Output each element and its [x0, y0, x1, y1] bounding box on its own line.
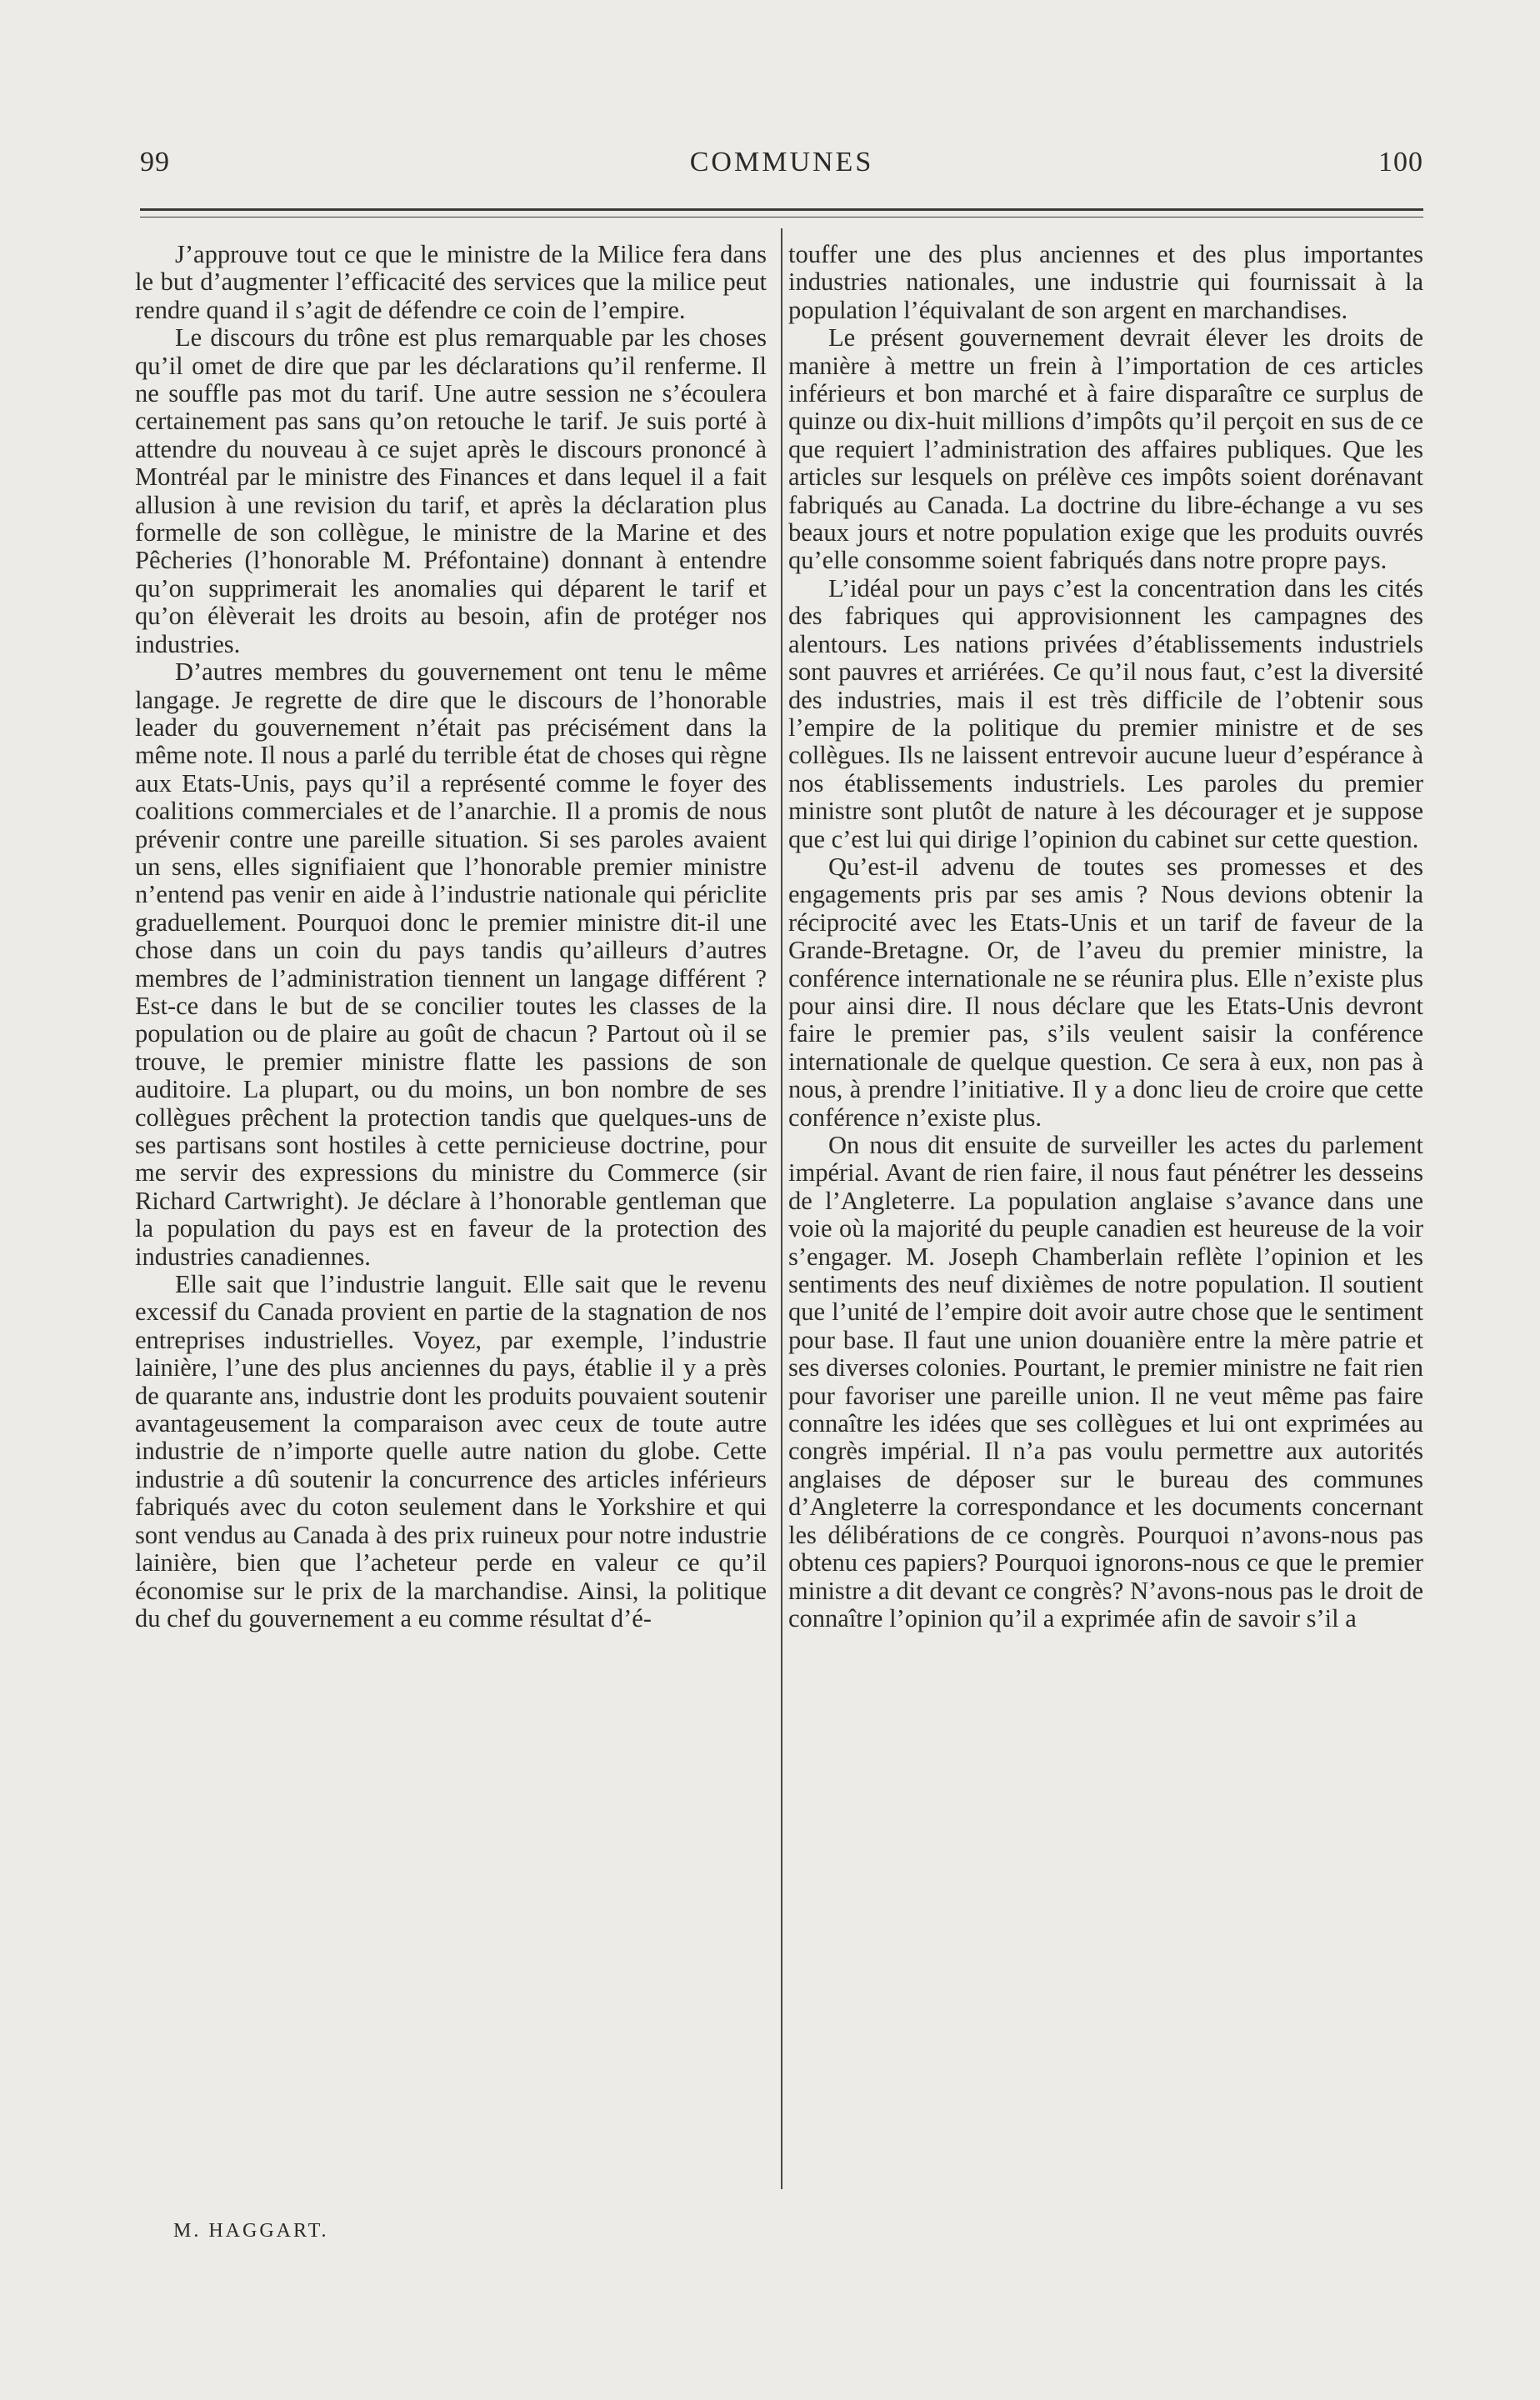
- running-header: [140, 147, 1423, 187]
- header-rule-thick: [140, 208, 1423, 211]
- paragraph: On nous dit ensuite de surveiller les actes du parlement impérial. Avant de rien faire, il nous faut pénétrer les desseins de l’Angleterre. La population anglaise s’avance dans une voie où la majorité du peuple canadien est heureuse de la voir s’engager. M. Joseph Chamberlain reflète l’opinion et les sentiments des neuf dixièmes de notre population. Il soutient que l’unité de l’empire doit avoir autre chose que le sentiment pour base. Il faut une union douanière entre la mère patrie et ses diverses colonies. Pourtant, le premier ministre ne fait rien pour favoriser une pareille union. Il ne veut même pas faire connaître les idées que ses collègues et lui ont exprimées au congrès impérial. Il n’a pas voulu permettre aux autorités anglaises de déposer sur le bureau des communes d’Angleterre la correspondance et les documents concernant les délibérations de ce congrès. Pourquoi n’avons-nous pas obtenu ces papiers? Pourquoi ignorons-nous ce que le premier ministre a dit devant ce congrès? N’avons-nous pas le droit de connaître l’opinion qu’il a exprimée afin de savoir s’il a: [788, 1131, 1423, 1632]
- paragraph: L’idéal pour un pays c’est la concentration dans les cités des fabriques qui approvisionnent les campagnes des alentours. Les nations privées d’établissements industriels sont pauvres et arriérées. Ce qu’il nous faut, c’est la diversité des industries, mais il est très difficile de l’obtenir sous l’empire de la politique du premier ministre et de ses collègues. Ils ne laissent entrevoir aucune lueur d’espérance à nos établissements industriels. Les paroles du premier ministre sont plutôt de nature à les décourager et je suppose que c’est lui qui dirige l’opinion du cabinet sur cette question.: [788, 573, 1423, 853]
- paragraph: Elle sait que l’industrie languit. Elle sait que le revenu excessif du Canada provient en partie de la stagnation de nos entreprises industrielles. Voyez, par exemple, l’industrie lainière, l’une des plus anciennes du pays, établie il y a près de quarante ans, industrie dont les produits pouvaient soutenir avantageusement la comparaison avec ceux de toute autre industrie de n’importe quelle autre nation du globe. Cette industrie a dû soutenir la concurrence des articles inférieurs fabriqués avec du coton seulement dans le Yorkshire et qui sont vendus au Canada à des prix ruineux pour notre industrie lainière, bien que l’acheteur perde en valeur ce qu’il économise sur le prix de la marchandise. Ainsi, la politique du chef du gouvernement a eu comme résultat d’é-: [135, 1270, 767, 1632]
- right-page-number: 100: [1378, 147, 1423, 178]
- right-column: [788, 241, 1423, 1632]
- paragraph: Qu’est-il advenu de toutes ses promesses et des engagements pris par ses amis ? Nous devions obtenir la réciprocité avec les Etats-Unis et un tarif de faveur de la Grande-Bretagne. Or, de l’aveu du premier ministre, la conférence internationale ne se réunira plus. Elle n’existe plus pour ainsi dire. Il nous déclare que les Etats-Unis devront faire le premier pas, s’ils veulent saisir la conférence internationale de quelque question. Ce sera à eux, non pas à nous, à prendre l’initiative. Il y a donc lieu de croire que cette conférence n’existe plus.: [788, 852, 1423, 1132]
- paragraph: Le présent gouvernement devrait élever les droits de manière à mettre un frein à l’importation de ces articles inférieurs et bon marché et à faire disparaître ce surplus de quinze ou dix-huit millions d’impôts qu’il perçoit en sus de ce que requiert l’administration des affaires publiques. Que les articles sur lesquels on prélève ces impôts soient dorénavant fabriqués au Canada. La doctrine du libre-échange a vu ses beaux jours et notre population exige que les produits ouvrés qu’elle consomme soient fabriqués dans notre propre pays.: [788, 323, 1423, 575]
- paragraph: D’autres membres du gouvernement ont tenu le même langage. Je regrette de dire que le discours de l’honorable leader du gouvernement n’était pas précisément dans la même note. Il nous a parlé du terrible état de choses qui règne aux Etats-Unis, pays qu’il a représenté comme le foyer des coalitions commerciales et de l’anarchie. Il a promis de nous prévenir contre une pareille situation. Si ses paroles avaient un sens, elles signifiaient que l’honorable premier ministre n’entend pas venir en aide à l’industrie nationale qui périclite graduellement. Pourquoi donc le premier ministre dit-il une chose dans un coin du pays tandis qu’ailleurs d’autres membres de l’administration tiennent un langage différent ? Est-ce dans le but de se concilier toutes les classes de la population ou de plaire au goût de chacun ? Partout où il se trouve, le premier ministre flatte les passions de son auditoire. La plupart, ou du moins, un bon nombre de ses collègues prêchent la protection tandis que quelques-uns de ses partisans sont hostiles à cette pernicieuse doctrine, pour me servir des expressions du ministre du Commerce (sir Richard Cartwright). Je déclare à l’honorable gentleman que la population du pays est en faveur de la protection des industries canadiennes.: [135, 658, 767, 1271]
- left-column: [135, 241, 767, 1632]
- paragraph-continued: touffer une des plus anciennes et des plus importantes industries nationales, une industrie qui fournissait à la population l’équivalant de son argent en marchandises.: [788, 240, 1423, 324]
- column-divider: [781, 228, 782, 2189]
- header-rule-thin: [140, 217, 1423, 218]
- paragraph: J’approuve tout ce que le ministre de la Milice fera dans le but d’augmenter l’efficacité des services que la milice peut rendre quand il s’agit de défendre ce coin de l’empire.: [135, 240, 767, 324]
- left-page-number: 99: [140, 147, 170, 178]
- running-title: COMMUNES: [689, 147, 874, 178]
- paragraph: Le discours du trône est plus remarquable par les choses qu’il omet de dire que par les déclarations qu’il renferme. Il ne souffle pas mot du tarif. Une autre session ne s’écoulera certainement pas sans qu’on retouche le tarif. Je suis porté à attendre du nouveau à ce sujet après le discours prononcé à Montréal par le ministre des Finances et dans lequel il a fait allusion à une revision du tarif, et après la déclaration plus formelle de son collègue, le ministre de la Marine et des Pêcheries (l’honorable M. Préfontaine) donnant à entendre qu’on supprimerait les anomalies qui déparent le tarif et qu’on élèverait les droits au besoin, afin de protéger nos industries.: [135, 323, 767, 658]
- speaker-footer: M. HAGGART.: [173, 2220, 329, 2242]
